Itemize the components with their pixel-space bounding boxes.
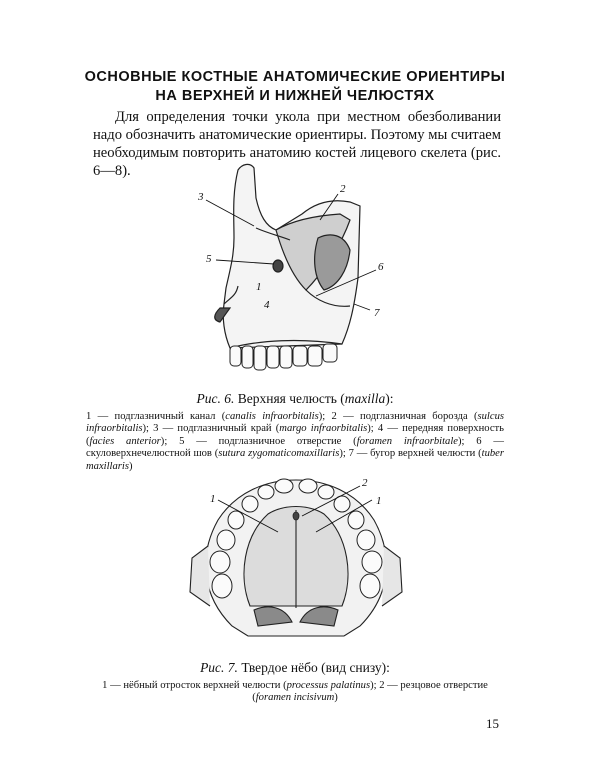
figure-6-legend-part: ); 4 — передняя поверхность ( (86, 423, 504, 447)
figure-6-label-5: 5 (206, 253, 212, 265)
figure-7-label-2: 2 (362, 477, 368, 489)
figure-6-legend-part: ) (128, 460, 133, 472)
heading-line-1: ОСНОВНЫЕ КОСТНЫЕ АНАТОМИЧЕСКИЕ ОРИЕНТИРЫ (84, 69, 506, 85)
page-number: 15 (486, 716, 499, 731)
figure-6-legend-part: sulcus infraorbitalis (86, 411, 504, 435)
figure-6-legend (86, 411, 504, 473)
maxilla-drawing (190, 158, 400, 384)
figure-7-caption-prefix: Рис. 7. (200, 660, 238, 675)
figure-6-legend-part: 1 — подглазничный канал ( (86, 411, 226, 422)
figure-6-legend-part: ); 5 — подглазничное отверстие ( (160, 435, 357, 447)
figure-7-legend-part: ); 2 — резцовое отверстие ( (252, 680, 488, 704)
figure-7-label-1-left: 1 (210, 493, 216, 505)
figure-6-caption-prefix: Рис. 6. (196, 391, 235, 406)
figure-6-caption (80, 391, 510, 407)
figure-6-label-7: 7 (374, 307, 380, 319)
intro-paragraph: Для определения точки укола при местном обезболивании надо обозначить анатомические ориентиры. Поэтому мы считаем необходимым повторить анатомию костей лицевого скелета (рис. 6—8). (93, 109, 502, 179)
figure-6-legend-part: ); 3 — подглазничный край ( (142, 423, 280, 435)
figure-6-caption-latin: maxilla (344, 391, 386, 406)
figure-6-legend-part: tuber maxillaris (86, 448, 504, 472)
palate-drawing (188, 476, 404, 648)
figure-6-legend-part: ); 6 — скуловерхнечелюстной шов ( (86, 435, 504, 460)
figure-7-legend-part: ) (334, 692, 338, 704)
figure-6-caption-text: Верхняя челюсть ( (234, 391, 345, 406)
figure-6-label-2: 2 (340, 183, 346, 195)
figure-6-legend-part: margo infraorbitalis (279, 423, 368, 435)
figure-6-label-1: 1 (256, 281, 262, 293)
heading-line-2: НА ВЕРХНЕЙ И НИЖНЕЙ ЧЕЛЮСТЯХ (155, 88, 435, 104)
figure-6-legend-part: facies anterior (89, 435, 161, 447)
figure-7-caption (80, 660, 510, 676)
figure-7-caption-text: Твердое нёбо (вид снизу): (237, 660, 390, 675)
figure-6-legend-part: ); 2 — подглазничная борозда ( (318, 411, 478, 422)
section-heading (60, 68, 530, 106)
figure-7-legend-part: 1 — нёбный отросток верхней челюсти ( (102, 680, 287, 691)
figure-7-label-1-right: 1 (376, 495, 382, 507)
figure-7-legend-part: foramen incisivum (255, 692, 335, 704)
figure-7-legend-part: processus palatinus (286, 680, 371, 691)
figure-6-legend-part: sutura zygomaticomaxillaris (218, 448, 340, 460)
figure-6-caption-suffix: ): (385, 391, 394, 406)
figure-6-legend-part: ); 7 — бугор верхней челюсти ( (339, 448, 482, 460)
figure-6-legend-part: foramen infraorbitale (356, 435, 458, 447)
figure-7-palate-illustration (188, 476, 404, 648)
figure-6-label-6: 6 (378, 261, 384, 273)
figure-6-legend-part: canalis infraorbitalis (225, 411, 319, 422)
figure-6-label-4: 4 (264, 299, 270, 311)
figure-6-label-3: 3 (198, 191, 204, 203)
figure-7-legend (86, 680, 504, 705)
figure-6-maxilla-illustration (190, 158, 400, 384)
